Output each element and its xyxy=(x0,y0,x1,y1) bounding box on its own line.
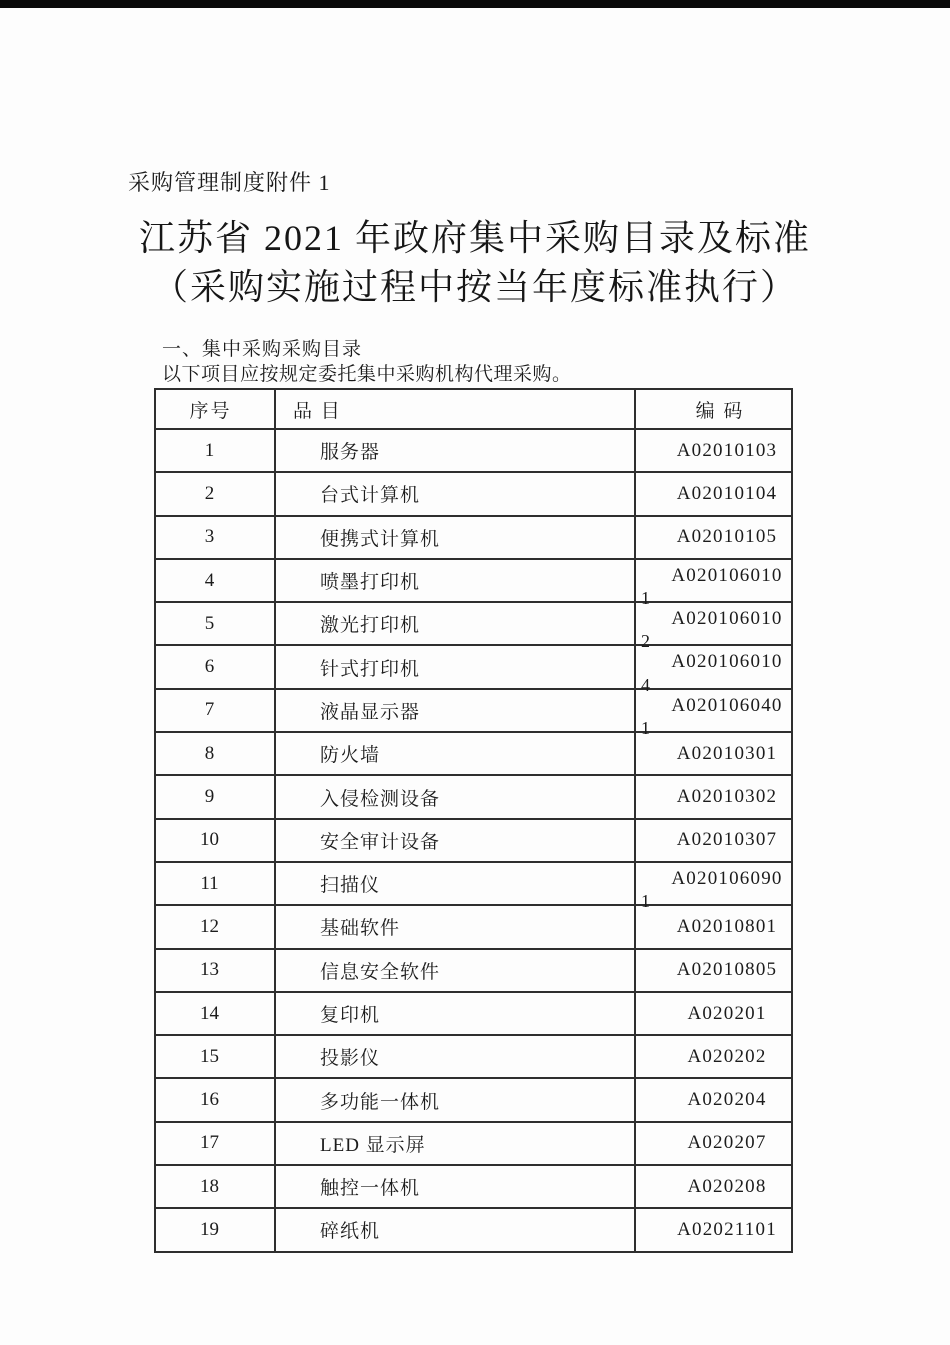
table-row xyxy=(155,1208,792,1251)
code-cell xyxy=(635,992,792,1035)
serial-cell: 19 xyxy=(155,1208,275,1251)
table-row xyxy=(155,992,792,1035)
serial-cell: 8 xyxy=(155,732,275,775)
table-row xyxy=(155,1035,792,1078)
table-row xyxy=(155,819,792,862)
table-row xyxy=(155,429,792,472)
code-cell xyxy=(635,559,792,609)
table-row xyxy=(155,862,792,905)
code-cell xyxy=(635,949,792,992)
code-text: A02021101 xyxy=(677,1218,777,1240)
code-wrap-digit: 4 xyxy=(641,674,650,695)
serial-cell: 4 xyxy=(155,559,275,602)
item-name-cell: LED 显示屏 xyxy=(275,1122,635,1165)
serial-cell: 3 xyxy=(155,516,275,559)
document-title-line2: （采购实施过程中按当年度标准执行） xyxy=(151,267,798,307)
code-wrap-digit: 1 xyxy=(641,588,650,609)
serial-cell: 5 xyxy=(155,602,275,645)
item-name-cell: 基础软件 xyxy=(275,905,635,948)
code-text: A02010103 xyxy=(676,439,778,461)
serial-cell: 12 xyxy=(155,905,275,948)
column-header-serial: 序号 xyxy=(155,389,275,429)
serial-cell: 13 xyxy=(155,949,275,992)
column-header-item: 品 目 xyxy=(275,389,635,429)
code-text: A02010307 xyxy=(676,829,778,851)
document-title-line1: 江苏省 2021 年政府集中采购目录及标准 xyxy=(138,218,811,258)
table-row xyxy=(155,645,792,688)
code-cell xyxy=(635,516,792,559)
code-text: A02010105 xyxy=(676,526,778,548)
code-cell xyxy=(635,1078,792,1121)
table-row xyxy=(155,689,792,732)
code-text: A02010801 xyxy=(676,915,778,937)
code-cell xyxy=(635,429,792,472)
scan-edge-bar xyxy=(0,0,950,8)
item-name-cell: 喷墨打印机 xyxy=(275,559,635,602)
serial-cell: 15 xyxy=(155,1035,275,1078)
code-cell xyxy=(635,819,792,862)
code-text: A02010302 xyxy=(676,786,778,808)
serial-cell: 9 xyxy=(155,775,275,818)
code-text: A020202 xyxy=(687,1045,767,1067)
item-name-cell: 服务器 xyxy=(275,429,635,472)
serial-cell: 1 xyxy=(155,429,275,472)
item-name-cell: 液晶显示器 xyxy=(275,689,635,732)
table-row xyxy=(155,775,792,818)
code-text: A020106040 xyxy=(671,694,783,716)
table-row xyxy=(155,905,792,948)
serial-cell: 16 xyxy=(155,1078,275,1121)
table-row xyxy=(155,949,792,992)
code-cell xyxy=(635,732,792,775)
serial-cell: 18 xyxy=(155,1165,275,1208)
code-text: A020106010 xyxy=(671,564,783,586)
table-row xyxy=(155,472,792,515)
code-cell xyxy=(635,1122,792,1165)
table-row xyxy=(155,602,792,645)
code-cell xyxy=(635,775,792,818)
table-header-row xyxy=(155,389,792,429)
code-cell xyxy=(635,862,792,912)
table-row xyxy=(155,559,792,602)
procurement-catalog-table xyxy=(154,388,793,1253)
document-title xyxy=(0,214,950,312)
code-text: A020204 xyxy=(687,1089,767,1111)
item-name-cell: 复印机 xyxy=(275,992,635,1035)
code-text: A020207 xyxy=(687,1132,767,1154)
serial-cell: 10 xyxy=(155,819,275,862)
item-name-cell: 安全审计设备 xyxy=(275,819,635,862)
item-name-cell: 激光打印机 xyxy=(275,602,635,645)
section-intro: 以下项目应按规定委托集中采购机构代理采购。 xyxy=(162,364,572,385)
item-name-cell: 便携式计算机 xyxy=(275,516,635,559)
item-name-cell: 针式打印机 xyxy=(275,645,635,688)
item-name-cell: 投影仪 xyxy=(275,1035,635,1078)
code-wrap-digit: 2 xyxy=(641,631,650,652)
serial-cell: 14 xyxy=(155,992,275,1035)
code-text: A020201 xyxy=(687,1002,767,1024)
serial-cell: 7 xyxy=(155,689,275,732)
serial-cell: 17 xyxy=(155,1122,275,1165)
code-text: A02010104 xyxy=(676,482,778,504)
code-text: A020208 xyxy=(687,1175,767,1197)
table-row xyxy=(155,1078,792,1121)
attachment-note: 采购管理制度附件 1 xyxy=(128,170,331,195)
code-text: A020106010 xyxy=(671,651,783,673)
code-text: A02010805 xyxy=(676,959,778,981)
item-name-cell: 触控一体机 xyxy=(275,1165,635,1208)
code-cell xyxy=(635,1165,792,1208)
item-name-cell: 台式计算机 xyxy=(275,472,635,515)
serial-cell: 2 xyxy=(155,472,275,515)
code-text: A020106010 xyxy=(671,608,783,630)
catalog-table-body xyxy=(155,429,792,1252)
code-wrap-digit: 1 xyxy=(641,718,650,739)
code-cell xyxy=(635,645,792,695)
code-cell xyxy=(635,472,792,515)
item-name-cell: 防火墙 xyxy=(275,732,635,775)
item-name-cell: 碎纸机 xyxy=(275,1208,635,1251)
code-text: A02010301 xyxy=(676,742,778,764)
item-name-cell: 扫描仪 xyxy=(275,862,635,905)
code-wrap-digit: 1 xyxy=(641,891,650,912)
code-text: A020106090 xyxy=(671,867,783,889)
column-header-code: 编 码 xyxy=(635,389,792,429)
code-cell xyxy=(635,602,792,652)
section-heading: 一、集中采购采购目录 xyxy=(162,339,363,360)
table-row xyxy=(155,1122,792,1165)
code-cell xyxy=(635,689,792,739)
item-name-cell: 多功能一体机 xyxy=(275,1078,635,1121)
serial-cell: 6 xyxy=(155,645,275,688)
code-cell xyxy=(635,905,792,948)
table-row xyxy=(155,516,792,559)
table-row xyxy=(155,1165,792,1208)
code-cell xyxy=(635,1208,792,1251)
code-cell xyxy=(635,1035,792,1078)
item-name-cell: 入侵检测设备 xyxy=(275,775,635,818)
serial-cell: 11 xyxy=(155,862,275,905)
item-name-cell: 信息安全软件 xyxy=(275,949,635,992)
table-row xyxy=(155,732,792,775)
